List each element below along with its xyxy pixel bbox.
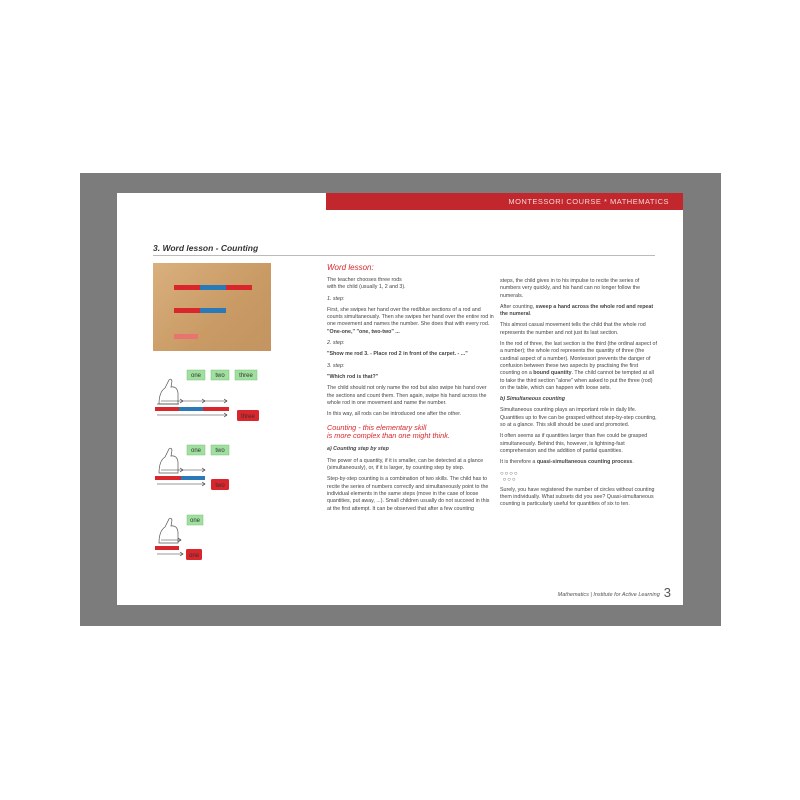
intro-line-2: with the child (usually 1, 2 and 3). bbox=[327, 284, 406, 291]
steps-paragraph: steps, the child gives in to his impulse to recite the series of numbers very quickly, and his hand can no longer follow the numerals. bbox=[500, 278, 641, 299]
larger-quantities-paragraph: It often seems as if quantities larger than five could be grasped simultaneously. Behind this, however, is lightning-fast comprehension and the addition of partial quantities. bbox=[500, 433, 648, 454]
quasi-text-c: . bbox=[632, 459, 634, 466]
circles-row-1: ○○○○ bbox=[500, 470, 519, 477]
sweep-text-a: After counting, bbox=[500, 303, 536, 310]
label-two-text: two bbox=[215, 448, 225, 454]
middle-column bbox=[327, 263, 495, 517]
sweep-arrow bbox=[157, 482, 205, 486]
counting-diagram-three bbox=[153, 368, 283, 430]
circles-paragraph: Surely, you have registered the number of circles without counting them individually. What subsets did you see? Quasi-simultaneous counting is particularly useful for quantities of six to ten. bbox=[500, 486, 655, 508]
document-page bbox=[117, 193, 683, 605]
ordinal-text-a: In the rod of three, the last section is the third (the ordinal aspect of a number); the whole rod represents the quantity of three (the cardinal aspect of a number). Montessori prevents the danger of confusion between these two aspects by practising the first counting on a bbox=[500, 341, 657, 377]
quasi-paragraph bbox=[500, 459, 658, 466]
result-text: two bbox=[215, 483, 225, 489]
rod-blue-seg bbox=[179, 407, 203, 411]
step-1-label: 1. step: bbox=[327, 295, 345, 302]
intro-line-1: The teacher chooses three rods bbox=[327, 277, 402, 283]
result-text: one bbox=[188, 553, 200, 559]
counting-diagram-one bbox=[153, 513, 283, 568]
counting-heading-line-2: is more complex than one might think. bbox=[327, 431, 450, 441]
hand-illustration bbox=[159, 448, 178, 473]
sweep-paragraph bbox=[500, 304, 658, 319]
label-two-text: two bbox=[215, 373, 225, 379]
ordinal-text-c: . The child cannot be tempted at all to take the third section "alone" when asked to put the three (rod) on the table, which can happen with loose sets. bbox=[500, 370, 654, 391]
step-by-step-paragraph: Step-by-step counting is a combination of two skills. The child has to recite the series of numbers correctly and simultaneously point to the individual elements in the same steps (move in the case of loose quantities, put away, ...). Small children usually do not succeed in this at the first attempt. It can be observed that after a few counting bbox=[327, 476, 490, 512]
quasi-text-a: It is therefore a bbox=[500, 459, 537, 466]
title-rule bbox=[153, 255, 655, 256]
step-1-quote: "One-one," "one, two-two" ... bbox=[327, 328, 400, 335]
rods-photo bbox=[153, 263, 271, 351]
step-1-paragraph bbox=[327, 307, 495, 336]
sweep-arrow bbox=[157, 552, 183, 556]
ordinal-text-bold: bound quantity bbox=[533, 370, 572, 377]
step-2-label: 2. step: bbox=[327, 340, 345, 347]
page-footer bbox=[558, 587, 671, 598]
hand-illustration bbox=[157, 379, 179, 404]
page-number: 3 bbox=[663, 585, 671, 600]
label-three-text: three bbox=[239, 373, 253, 379]
rod-three bbox=[174, 277, 252, 282]
counting-diagram-two bbox=[153, 443, 283, 498]
sweep-arrow bbox=[157, 413, 227, 417]
step-3-quote: "Which rod is that?" bbox=[327, 373, 379, 380]
casual-movement-paragraph: This almost casual movement tells the child that the whole rod represents the number and not just its last section. bbox=[500, 322, 646, 336]
hand-illustration bbox=[159, 518, 178, 543]
step-1-text: First, she swipes her hand over the red/blue sections of a rod and counts simultaneously. Then she swipes her hand over the entire rod in one movement and names the number. She does that with every rod. bbox=[327, 306, 494, 328]
footer-text: Mathematics | Institute for Active Learning bbox=[557, 592, 660, 598]
sweep-text-bold: sweep a hand across the whole rod and repeat the numeral bbox=[500, 303, 654, 318]
rod-red-seg bbox=[155, 476, 181, 480]
power-paragraph: The power of a quantity, if it is smaller, can be detected at a glance (simultaneously), or, if it is larger, by counting step by step. bbox=[327, 457, 484, 472]
rod-two bbox=[174, 300, 226, 305]
section-title: 3. Word lesson - Counting bbox=[153, 243, 259, 253]
intro-paragraph bbox=[327, 277, 495, 292]
count-arrows bbox=[161, 468, 205, 472]
rod-red-seg bbox=[203, 407, 229, 411]
sweep-text-c: . bbox=[530, 311, 532, 318]
circles-row-2: ○○○ bbox=[502, 476, 517, 483]
ordinal-cardinal-paragraph bbox=[500, 341, 658, 392]
step-3-label: 3. step: bbox=[327, 362, 345, 369]
rod-one bbox=[174, 326, 198, 331]
rod-red-seg bbox=[155, 407, 179, 411]
label-one-text: one bbox=[190, 448, 202, 454]
rod-blue-seg bbox=[181, 476, 205, 480]
header-band bbox=[326, 193, 683, 210]
count-arrows bbox=[161, 399, 227, 403]
circles-figure bbox=[500, 471, 658, 483]
quasi-text-bold: quasi-simultaneous counting process bbox=[536, 459, 633, 466]
counting-heading-line-1: Counting - this elementary skill bbox=[327, 423, 427, 433]
label-one-text: one bbox=[189, 518, 201, 524]
result-text: three bbox=[241, 414, 255, 420]
step-3-paragraph: The child should not only name the rod but also swipe his hand over the sections and count them. Then again, swipe his hand across the whole rod in one movement and name the number. bbox=[327, 385, 487, 406]
word-lesson-heading: Word lesson: bbox=[327, 263, 374, 272]
right-column bbox=[500, 278, 658, 512]
subheading-step-by-step: a) Counting step by step bbox=[327, 446, 389, 453]
counting-heading bbox=[327, 424, 495, 440]
header-label: MONTESSORI COURSE * MATHEMATICS bbox=[508, 197, 669, 206]
step-2-quote: "Show me rod 3. - Place rod 2 in front of the carpet. - ..." bbox=[327, 351, 468, 358]
rod-red-seg bbox=[155, 546, 179, 550]
all-rods-paragraph: In this way, all rods can be introduced one after the other. bbox=[327, 411, 462, 418]
label-one-text: one bbox=[190, 373, 202, 379]
simultaneous-paragraph: Simultaneous counting plays an important role in daily life. Quantities up to five can be grasped without step-by-step counting, so at a glance. This skill should be used and promoted. bbox=[500, 407, 657, 429]
subheading-simultaneous: b) Simultaneous counting bbox=[500, 396, 566, 403]
